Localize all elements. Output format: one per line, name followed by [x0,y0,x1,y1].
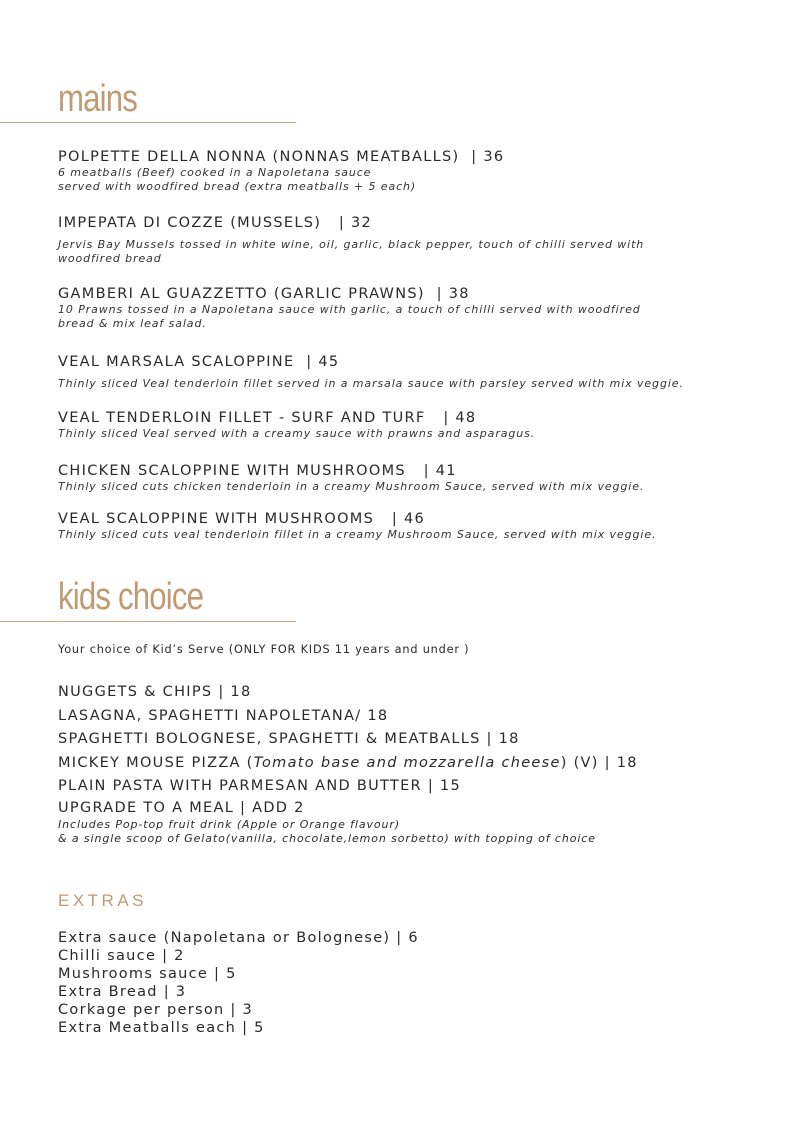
kids-menu-list [58,681,638,846]
menu-item [58,410,764,441]
kids-intro: Your choice of Kid’s Serve (ONLY FOR KIDS 11 years and under ) [58,643,470,656]
extras-item: Extra sauce (Napoletana or Bolognese) | 6 [58,930,419,946]
item-name: VEAL SCALOPPINE WITH MUSHROOMS [58,511,375,527]
kids-upgrade-description: & a single scoop of Gelato(vanilla, chocolate,lemon sorbetto) with topping of choice [58,831,596,845]
pizza-name: MICKEY MOUSE PIZZA ( [58,754,254,771]
item-price: | 38 [436,286,470,302]
mains-section-title: mains [58,78,138,120]
extras-item: Corkage per person | 3 [58,1002,254,1018]
kids-item: SPAGHETTI BOLOGNESE, SPAGHETTI & MEATBALLS | 18 [58,731,520,747]
item-price: | 45 [306,354,340,370]
item-title [58,149,764,166]
item-price: | 36 [471,149,505,165]
extras-item: Extra Bread | 3 [58,984,187,1000]
kids-divider [0,621,296,622]
kids-item: LASAGNA, SPAGHETTI NAPOLETANA/ 18 [58,707,389,724]
extras-item: Extra Meatballs each | 5 [58,1020,265,1036]
menu-item [58,215,764,266]
item-name: VEAL MARSALA SCALOPPINE [58,354,295,370]
item-price: | 46 [391,511,426,527]
item-name: IMPEPATA DI COZZE (MUSSELS) [58,215,322,231]
item-description: Thinly sliced cuts chicken tenderloin in a creamy Mushroom Sauce, served with mix veggie. [58,480,645,493]
item-price: | 41 [423,463,457,479]
kids-upgrade-description: Includes Pop-top fruit drink (Apple or Orange flavour) [58,817,401,831]
item-description: Thinly sliced Veal served with a creamy sauce with prawns and asparagus. [58,427,536,440]
kids-section-title: kids choice [58,576,204,618]
item-title [58,354,764,371]
item-title [58,286,764,303]
item-description: Thinly sliced cuts veal tenderloin fillet in a creamy Mushroom Sauce, served with mix veggie. [58,528,657,541]
item-description: bread & mix leaf salad. [58,317,207,330]
item-description: Thinly sliced Veal tenderloin fillet served in a marsala sauce with parsley served with mix veggie. [58,377,684,390]
extras-section-title: EXTRAS [58,891,148,910]
item-title [58,511,764,528]
item-name: VEAL TENDERLOIN FILLET - SURF AND TURF [58,410,426,426]
pizza-description: Tomato base and mozzarella cheese [253,754,561,771]
item-price: | 32 [338,215,373,231]
item-name: POLPETTE DELLA NONNA (NONNAS MEATBALLS) [58,149,460,165]
item-name: GAMBERI AL GUAZZETTO (GARLIC PRAWNS) [58,286,425,302]
pizza-price: ) (V) | 18 [560,754,638,771]
menu-item [58,463,764,494]
item-description: served with woodfired bread (extra meatballs + 5 each) [58,180,417,193]
item-price: | 48 [443,410,477,426]
kids-upgrade: UPGRADE TO A MEAL | ADD 2 [58,799,305,816]
menu-item [58,511,764,542]
item-title [58,215,764,232]
extras-item: Mushrooms sauce | 5 [58,966,237,982]
menu-item [58,354,764,391]
kids-item: NUGGETS & CHIPS | 18 [58,684,252,700]
item-title [58,463,764,480]
item-description: woodfired bread [58,252,162,265]
menu-item [58,286,764,331]
item-description: 6 meatballs (Beef) cooked in a Napoletana sauce [58,166,372,179]
menu-item [58,149,764,194]
item-name: CHICKEN SCALOPPINE WITH MUSHROOMS [58,463,406,479]
item-description: Jervis Bay Mussels tossed in white wine, oil, garlic, black pepper, touch of chilli served with [58,238,645,251]
kids-item-pizza [58,752,638,776]
extras-list [58,929,419,1037]
item-description: 10 Prawns tossed in a Napoletana sauce with garlic, a touch of chilli served with woodfired [58,303,641,316]
kids-item: PLAIN PASTA WITH PARMESAN AND BUTTER | 15 [58,778,461,794]
item-title [58,410,764,427]
mains-divider [0,122,296,123]
extras-item: Chilli sauce | 2 [58,948,185,964]
